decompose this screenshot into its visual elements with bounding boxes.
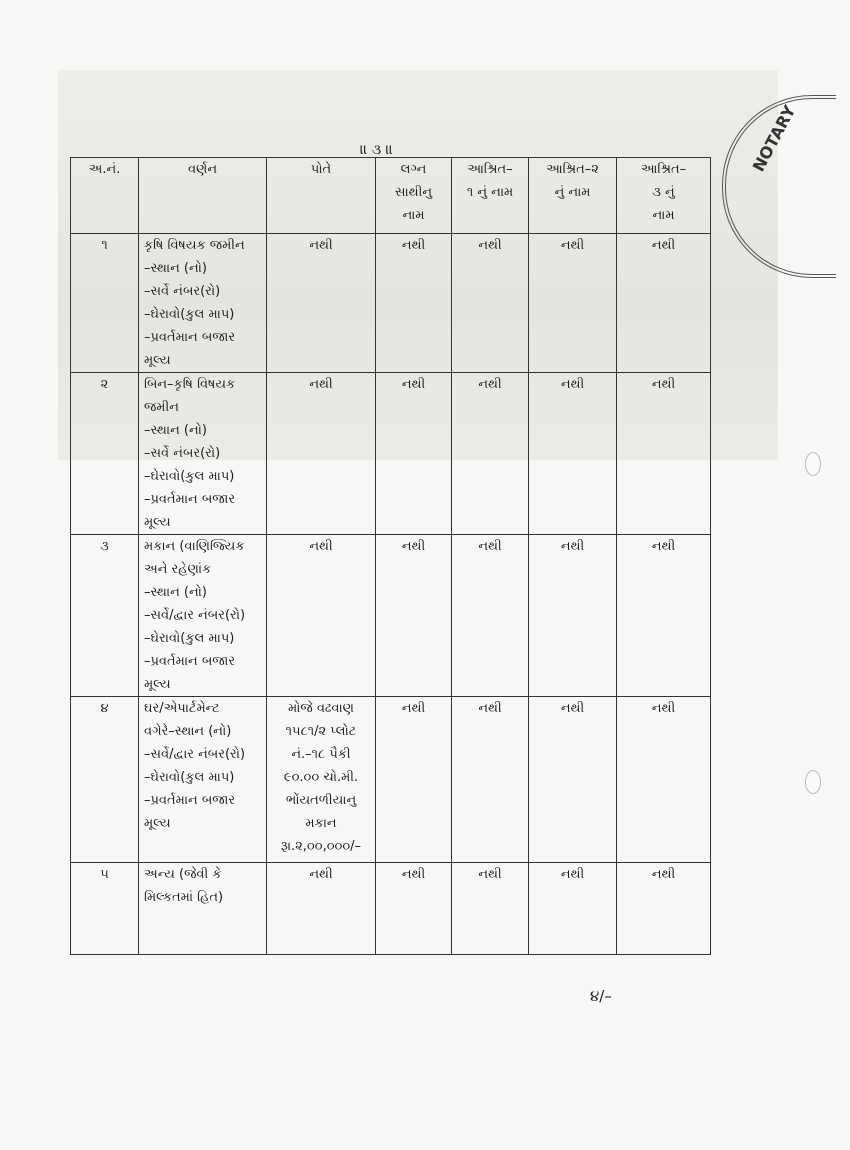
spouse-value-cell: નથી [376,863,452,955]
description-cell [139,697,267,863]
description-line: મિલ્કતમાં હિત) [144,890,224,905]
description-line: –ઘેરાવો(કુલ માપ) [144,307,235,322]
col-header-text: નું નામ [554,185,591,200]
self-value-cell [267,863,376,955]
description-line: –સ્થાન (નો) [144,423,207,438]
description-line: –સર્વે/દ્વાર નંબર(રો) [144,747,246,762]
spouse-value-cell: નથી [376,535,452,697]
description-line: –પ્રવર્તમાન બજાર [144,330,236,345]
serial-number-cell: ૧ [71,234,139,373]
self-value-cell [267,373,376,535]
col-header-self [267,158,376,234]
table-row [71,535,711,697]
serial-number-cell: ૫ [71,863,139,955]
dependent-2-value-cell: નથી [529,697,617,863]
col-header-text: ૩ નું [652,185,675,200]
description-line: –પ્રવર્તમાન બજાર [144,492,236,507]
description-line: વગેરે–સ્થાન (નો) [144,724,232,739]
description-line: –ઘેરાવો(કુલ માપ) [144,770,235,785]
col-header-text: આશ્રિત–૨ [546,162,599,177]
dependent-2-value-cell: નથી [529,863,617,955]
table-row [71,234,711,373]
table-header-row [71,158,711,234]
description-line: જમીન [144,400,179,415]
self-value-line: ૯૦.૦૦ ચો.મી. [283,770,359,785]
table-row [71,863,711,955]
spouse-value-cell: નથી [376,373,452,535]
description-line: –સ્થાન (નો) [144,585,207,600]
col-header-text: આશ્રિત– [467,162,513,177]
description-line: કૃષિ વિષયક જમીન [144,238,245,253]
spouse-value-cell: નથી [376,234,452,373]
self-value-line: નથી [309,867,333,882]
description-line: –સર્વે/દ્વાર નંબર(રો) [144,608,246,623]
spouse-value-cell: નથી [376,697,452,863]
self-value-line: મકાન [305,816,337,831]
dependent-1-value-cell: નથી [452,535,529,697]
self-value-cell [267,234,376,373]
description-line: મૂલ્ય [144,677,171,692]
dependent-2-value-cell: નથી [529,234,617,373]
col-header-text: સાથીનુ [394,185,433,200]
description-line: –સર્વે નંબર(રો) [144,446,221,461]
description-line: અને રહેણાંક [144,562,212,577]
col-header-text: અ.નં. [88,162,121,177]
next-page-marker: ૪/– [590,987,612,1005]
dependent-2-value-cell: નથી [529,535,617,697]
page-number-marker: ॥ ૩ ॥ [360,142,394,158]
serial-number-cell: ૪ [71,697,139,863]
col-header-spouse [376,158,452,234]
dependent-3-value-cell: નથી [617,697,711,863]
description-cell [139,373,267,535]
self-value-line: ૧૫૮૧/૨ પ્લોટ [285,724,357,739]
dependent-3-value-cell: નથી [617,863,711,955]
description-line: અન્ય (જેવી કે [144,867,222,882]
dependent-1-value-cell: નથી [452,697,529,863]
self-value-line: મોજે વઢવાણ [287,701,355,716]
col-header-text: આશ્રિત– [640,162,687,177]
serial-number-cell: ૩ [71,535,139,697]
self-value-line: ભોંયતળીયાનુ [285,793,357,808]
description-line: –સર્વે નંબર(રો) [144,284,221,299]
description-line: મૂલ્ય [144,353,171,368]
description-cell [139,535,267,697]
self-value-cell [267,697,376,863]
self-value-line: રૂા.૨,૦૦,૦૦૦/– [280,839,362,854]
self-value-line: નં.–૧૮ પૈકી [291,747,351,762]
description-cell [139,234,267,373]
description-line: બિન–કૃષિ વિષયક [144,377,236,392]
col-header-dependent-3 [617,158,711,234]
col-header-dependent-1 [452,158,529,234]
description-line: –સ્થાન (નો) [144,261,207,276]
dependent-1-value-cell: નથી [452,863,529,955]
dependent-2-value-cell: નથી [529,373,617,535]
col-header-text: નામ [402,208,425,223]
self-value-line: નથી [309,377,333,392]
dependent-3-value-cell: નથી [617,234,711,373]
table-row [71,697,711,863]
col-header-dependent-2 [529,158,617,234]
table-row [71,373,711,535]
col-header-text: વર્ણન [187,162,218,177]
col-header-text: ૧ નું નામ [466,185,514,200]
dependent-3-value-cell: નથી [617,373,711,535]
punch-hole [805,770,821,794]
description-line: –ઘેરાવો(કુલ માપ) [144,631,235,646]
col-header-description [139,158,267,234]
description-line: –પ્રવર્તમાન બજાર [144,654,236,669]
col-header-text: લગ્ન [400,162,427,177]
description-line: –પ્રવર્તમાન બજાર [144,793,236,808]
description-cell [139,863,267,955]
self-value-cell [267,535,376,697]
dependent-1-value-cell: નથી [452,373,529,535]
self-value-line: નથી [309,539,333,554]
col-header-text: નામ [652,208,675,223]
description-line: મૂલ્ય [144,816,171,831]
description-line: –ઘેરાવો(કુલ માપ) [144,469,235,484]
dependent-3-value-cell: નથી [617,535,711,697]
description-line: ઘર/એપાર્ટમેન્ટ [144,701,220,716]
description-line: મૂલ્ય [144,515,171,530]
self-value-line: નથી [309,238,333,253]
col-header-text: પોતે [310,162,332,177]
notary-seal-text: NOTARY [748,102,800,175]
col-header-serial [71,158,139,234]
dependent-1-value-cell: નથી [452,234,529,373]
description-line: મકાન (વાણિજ્યિક [144,539,245,554]
serial-number-cell: ૨ [71,373,139,535]
punch-hole [805,452,821,476]
asset-declaration-table [70,157,711,955]
